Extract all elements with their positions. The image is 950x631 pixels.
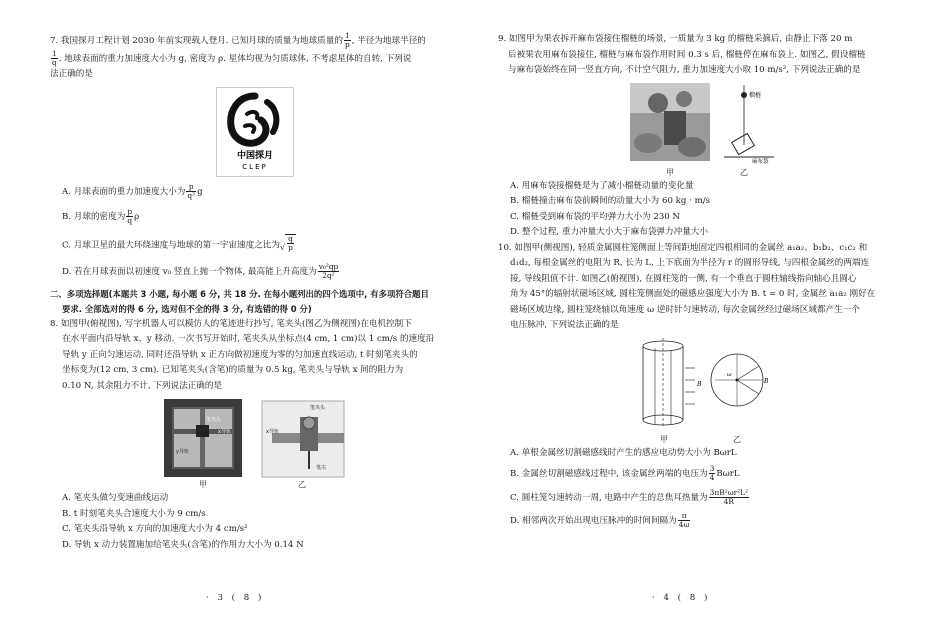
q10-line: 电压脉冲, 下列说法正确的是 <box>510 320 619 330</box>
q9-option-a: A. 用麻布袋接榴梿是为了减小榴梿动量的变化量 <box>510 180 694 191</box>
q7-line2: $\frac{1}{q}$ . 地球表面的重力加速度大小为 g, 密度为 ρ. 星体均视为匀质球体, 不考虑星体的自转, 下列说 <box>52 48 412 67</box>
q8-stem <box>50 317 460 395</box>
q9-option-d: D. 整个过程, 重力冲量大小大于麻布袋弹力冲量大小 <box>510 227 708 237</box>
caption-yi: 乙 <box>740 167 748 177</box>
q8-option-b: B. t 时刻笔夹头合速度大小为 9 cm/s <box>62 508 206 519</box>
label-pen-clip-b: 笔夹头 <box>310 405 326 411</box>
q10-line: d₁d₂, 每根金属丝的电阻为 R, 长为 L, 上下底面为半径为 r 的圆形导线, 与四根金属丝的两端连 <box>510 258 870 268</box>
q10-option-a: A. 单根金属丝切割磁感线时产生的感应电动势大小为 BωrL <box>510 447 737 458</box>
right-column <box>498 32 908 530</box>
q8-option-d: D. 导轨 x 动力装置施加给笔夹头(含笔)的作用力大小为 0.14 N <box>62 539 304 550</box>
caption-jia: 甲 <box>666 167 674 177</box>
q9-option-b: B. 榴梿撞击麻布袋前瞬间的动量大小为 60 kg · m/s <box>510 196 711 206</box>
fraction: $\frac{p}{\text{q²}}$ <box>187 181 196 200</box>
section2-heading-line2: 要求. 全部选对的得 6 分, 选对但不全的得 3 分, 有选错的得 0 分) <box>62 303 312 314</box>
fraction: $\frac{3}{4}$ <box>709 464 715 482</box>
logo-cn-text: 中国探月 <box>236 150 274 161</box>
q9-line: 后被果农用麻布袋接住, 榴梿与麻布袋作用时间 0.3 s 后, 榴梿停在麻布袋上. 如图乙, 假设榴梿 <box>508 49 866 60</box>
q10-line: 角为 45°的辐射状磁场区域, 圆柱笼侧面处的磁感应强度大小为 B. t = 0 时, 金属丝 a₁a₂ 刚好在 <box>510 289 876 299</box>
caption-yi: 乙 <box>298 480 306 489</box>
left-column <box>50 32 460 553</box>
q9-stem <box>498 32 908 79</box>
q7-option-d: D. 若在月球表面以初速度 v₀ 竖直上抛一个物体, 最高能上升高度为 $\frac{\text{v₀²qp}}{\text{2q²}}$ <box>62 262 339 280</box>
q8-line: 坐标变为(12 cm, 3 cm). 已知笔夹头(含笔)的质量为 0.5 kg, 笔夹头与导轨 x 间的阻力为 <box>62 365 404 375</box>
q9-line: 9. 如图甲为果农拆开麻布袋接住榴梿的场景, 一质量为 3 kg 的榴梿采摘后, 由静止下落 20 m <box>498 34 853 44</box>
q8-figure <box>160 397 350 489</box>
q10-line: 磁场区域边缘, 圆柱笼绕轴以角速度 ω 逆时针匀速转动, 每次金属丝经过磁场区域都产生一个 <box>510 304 860 315</box>
q10-line: 10. 如图甲(侧视图), 轻质金属圆柱笼侧面上等间距地固定四根相同的金属丝 a₁a₂、b₁b₂、c₁c₂ 和 <box>498 242 868 253</box>
page-number-left: · 3 ( 8 ) <box>206 593 265 603</box>
label-pen-clip-a: 笔夹头 <box>206 417 222 423</box>
fraction: $\frac{\pi}{4\omega}$ <box>678 511 690 529</box>
clep-logo-graphic <box>217 88 293 176</box>
fraction-1-p: $\frac{1}{p}$ <box>344 31 350 49</box>
fraction: $\frac{\text{v₀²qp}}{\text{2q²}}$ <box>318 262 339 280</box>
q7-option-a: A. 月球表面的重力加速度大小为 $\frac{p}{\text{q²}}$ g <box>62 181 203 200</box>
caption-yi: 乙 <box>733 434 741 444</box>
q9-figure <box>628 81 778 177</box>
q10-line: 接, 导线阻值不计. 如图乙(俯视图), 在圆柱笼的一侧, 有一个垂直于圆柱轴线指向轴心且圆心 <box>510 273 857 284</box>
q8-option-c: C. 笔夹头沿导轨 x 方向的加速度大小为 4 cm/s² <box>62 524 248 534</box>
q8-figure-graphic <box>160 397 350 479</box>
q10-option-c: C. 圆柱笼匀速转动一周, 电路中产生的总焦耳热量为 $\frac{\text{3πB²ωr²L²}}{4R}$ <box>510 487 749 506</box>
clep-logo <box>216 87 294 177</box>
q8-line: 在水平面内沿导轨 x、y 移动. 一次书写开始时, 笔夹头从坐标点(4 cm, 1 cm)以 1 cm/s 的速度沿 <box>62 334 435 344</box>
svg-text:B: B <box>697 380 702 388</box>
fraction: $\frac{p}{q}$ <box>127 207 133 225</box>
q7-option-b: B. 月球的密度为 $\frac{p}{q}$ ρ <box>62 207 140 225</box>
q8-line: 导轨 y 正向匀速运动, 同时还沿导轨 x 正方向做初速度为零的匀加速直线运动, t 时刻笔夹头的 <box>62 349 418 360</box>
q7-option-c: C. 月球卫星的最大环绕速度与地球的第一宇宙速度之比为√ q p <box>62 234 460 256</box>
q8-line: 0.10 N, 其余阻力不计, 下列说法正确的是 <box>62 380 223 391</box>
sqrt: √ q p <box>280 234 296 256</box>
q10-option-b: B. 金属丝切割磁感线过程中, 该金属丝两端的电压为 $\frac{3}{4}$ BωrL <box>510 464 740 482</box>
q8-option-a: A. 笔夹头做匀变速曲线运动 <box>62 493 169 503</box>
section2-heading-line1: 二、多项选择题(本题共 3 小题, 每小题 6 分, 共 18 分. 在每小题列出的四个选项中, 有多项符合题目 <box>50 288 429 299</box>
fraction: $\frac{\text{3πB²ωr²L²}}{4R}$ <box>709 487 749 506</box>
label-x-rail-a: x导轨 <box>218 429 231 435</box>
label-durian: 榴梿 <box>749 91 762 99</box>
caption-jia: 甲 <box>660 434 668 444</box>
q10-stem <box>498 241 908 334</box>
svg-text:B: B <box>764 377 769 385</box>
label-pen-tip: 笔尖 <box>316 465 327 471</box>
q9-option-c: C. 榴梿受到麻布袋的平均弹力大小为 230 N <box>510 211 681 222</box>
caption-jia: 甲 <box>199 480 207 489</box>
q9-line: 与麻布袋始终在同一竖直方向, 不计空气阻力, 重力加速度大小取 10 m/s², 下列说法正确的是 <box>508 65 861 75</box>
label-bag: 麻布袋 <box>752 158 769 165</box>
q7-line3: 法正确的是 <box>50 69 93 79</box>
q10-figure-graphic <box>633 336 773 432</box>
q9-figure-graphic <box>628 81 778 165</box>
q10-figure <box>633 336 773 444</box>
logo-en-text: CLEP <box>242 162 268 171</box>
label-y-rail: y导轨 <box>176 449 189 455</box>
q7-line1: 7. 我国探月工程计划 2030 年前实现载人登月. 已知月球的质量为地球质量的 $\frac{1}{p}$ , 半径为地球半径的 <box>50 31 426 49</box>
page-number-right: · 4 ( 8 ) <box>652 593 711 603</box>
q10-option-d: D. 相邻两次开始出现电压脉冲的时间间隔为 $\frac{\pi}{4\omega}$ <box>510 511 690 529</box>
q8-line: 8. 如图甲(俯视图), 写字机器人可以模仿人的笔迹进行抄写, 笔夹头(图乙为侧视图)在电机控制下 <box>50 318 412 329</box>
fraction-1-q: $\frac{1}{q}$ <box>52 48 57 67</box>
label-x-rail-b: x导轨 <box>266 429 279 435</box>
svg-text:ω: ω <box>727 371 732 378</box>
